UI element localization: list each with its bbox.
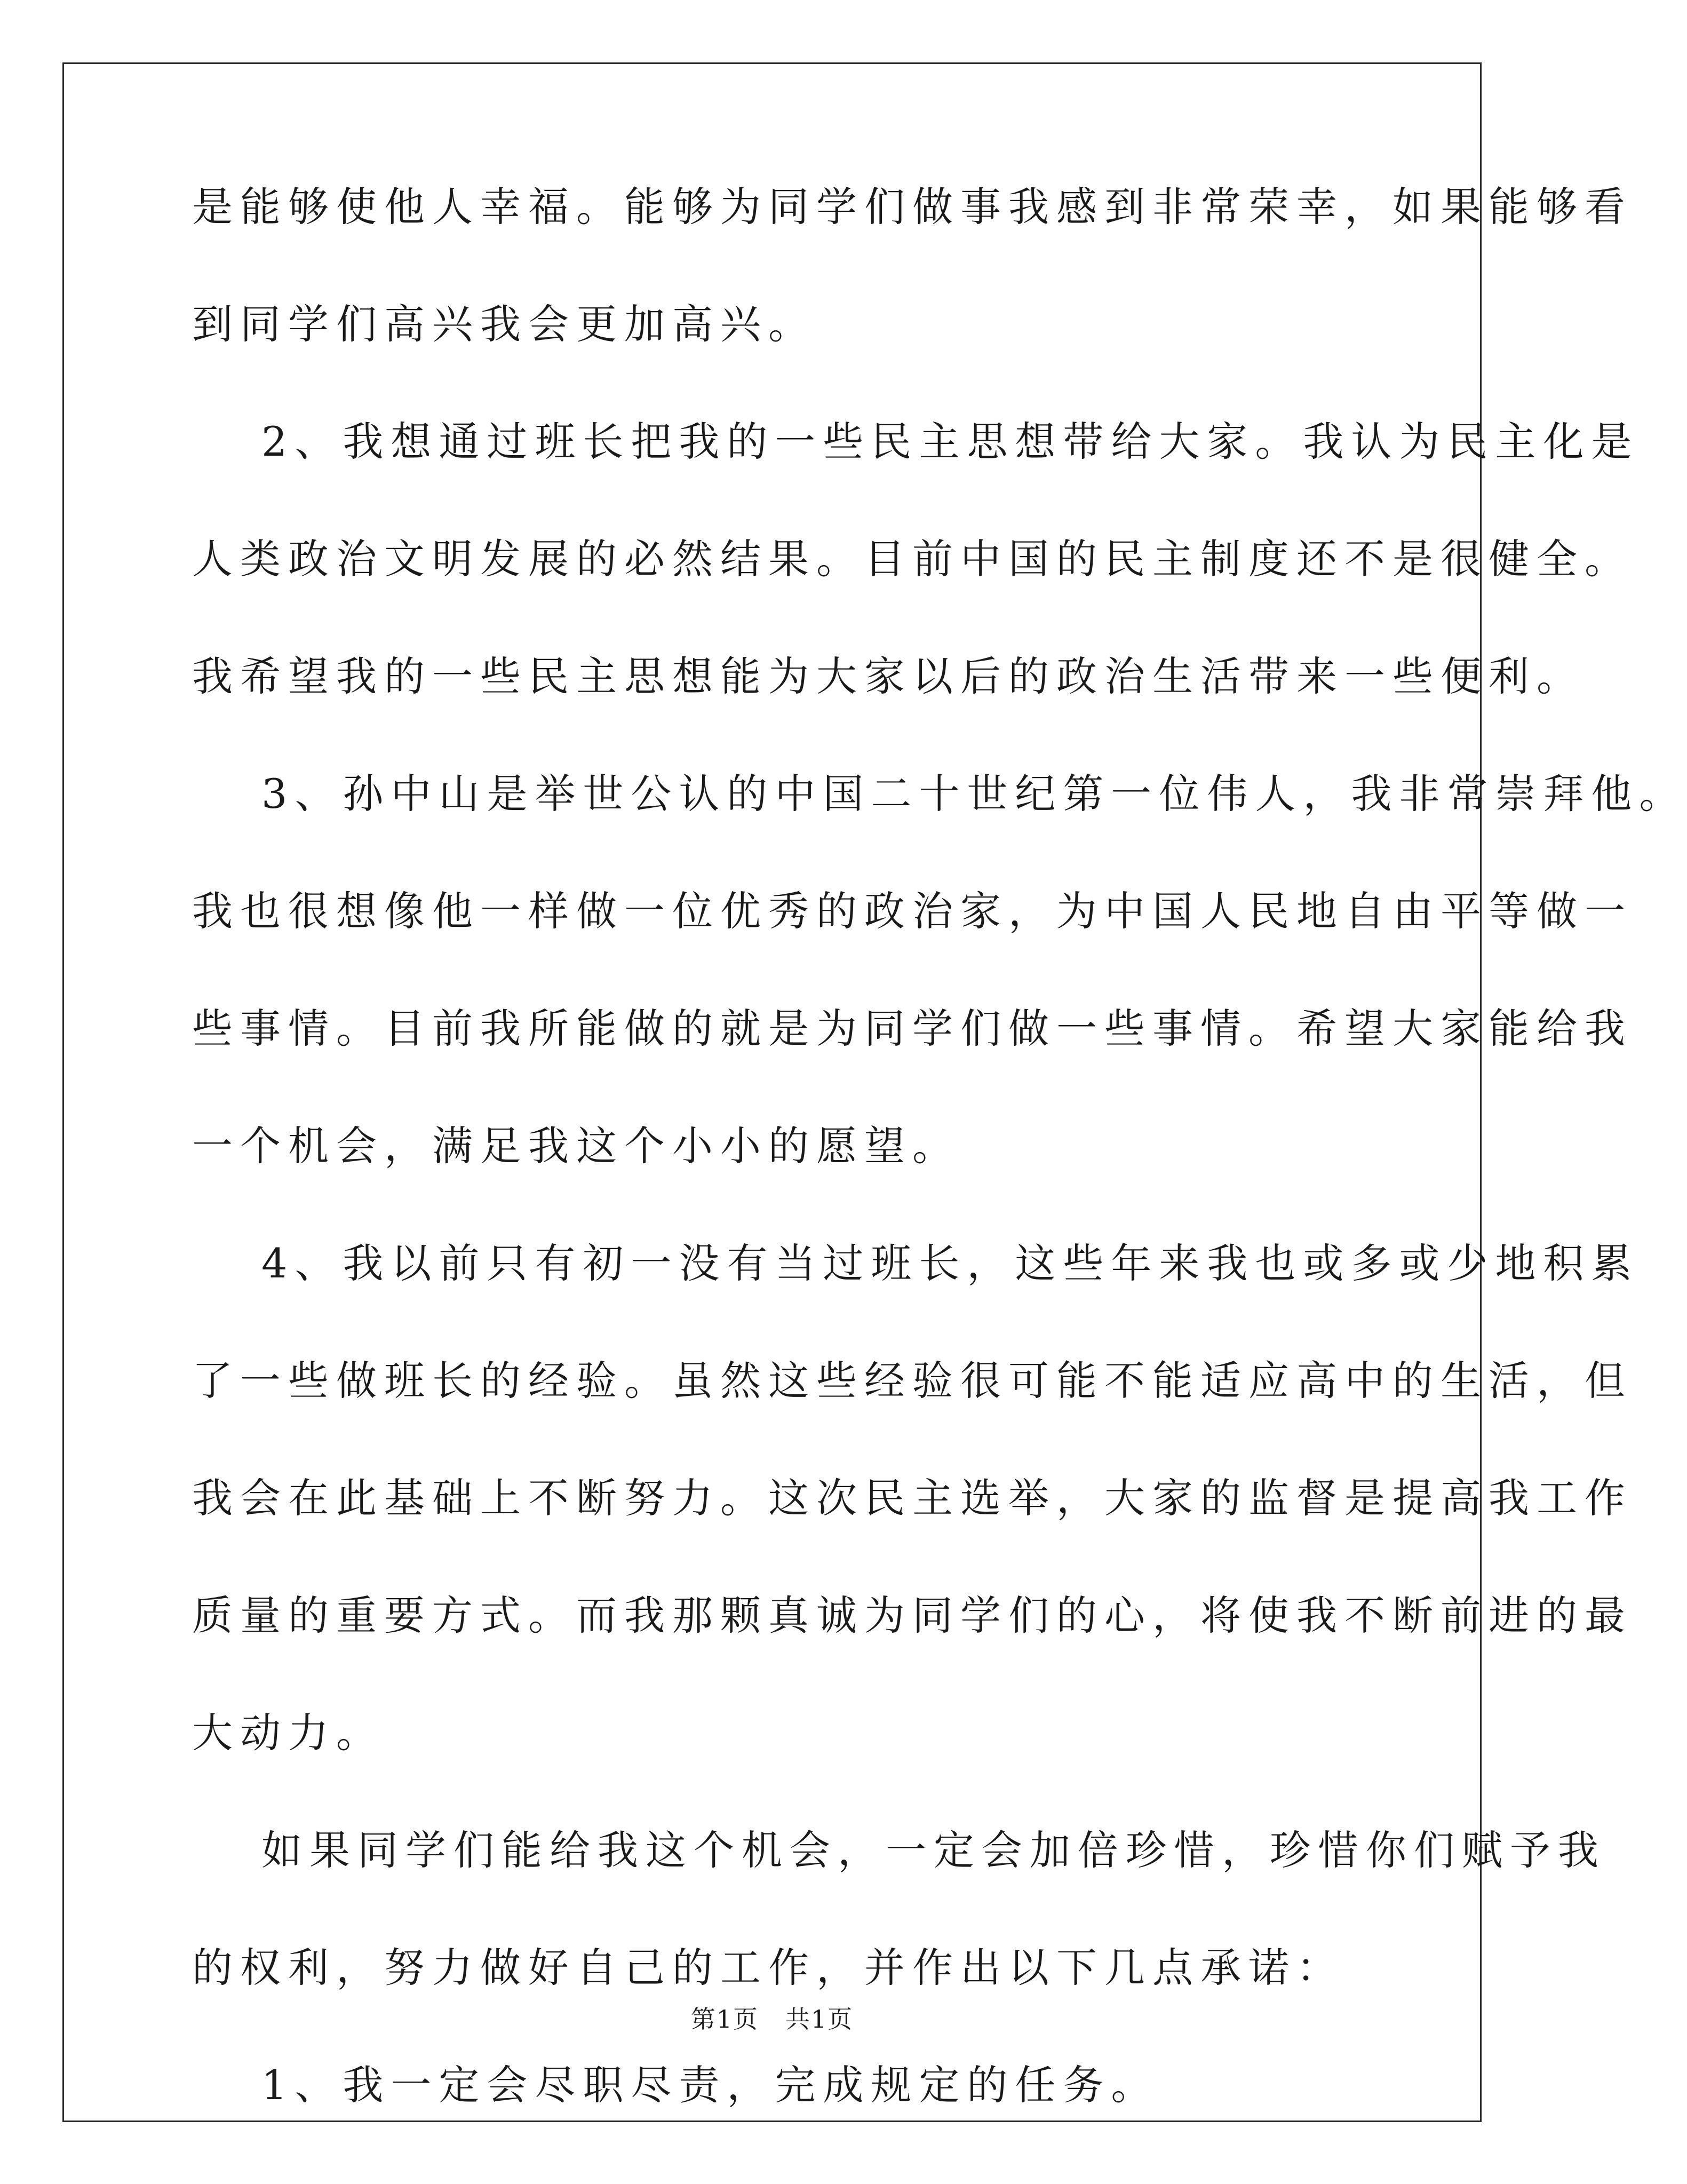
text-line: 如果同学们能给我这个机会，一定会加倍珍惜，珍惜你们赋予我 xyxy=(261,1826,1606,1874)
text-line: 到同学们高兴我会更加高兴。 xyxy=(192,300,816,348)
text-line: 了一些做班长的经验。虽然这些经验很可能不能适应高中的生活，但 xyxy=(192,1357,1633,1404)
text-line: 质量的重要方式。而我那颗真诚为同学们的心，将使我不断前进的最 xyxy=(192,1592,1633,1639)
text-line: 我希望我的一些民主思想能为大家以后的政治生活带来一些便利。 xyxy=(192,653,1585,700)
text-line: 些事情。目前我所能做的就是为同学们做一些事情。希望大家能给我 xyxy=(192,1005,1633,1052)
text-line: 一个机会，满足我这个小小的愿望。 xyxy=(192,1122,960,1170)
text-line: 2、我想通过班长把我的一些民主思想带给大家。我认为民主化是 xyxy=(261,418,1640,465)
text-line: 我也很想像他一样做一位优秀的政治家，为中国人民地自由平等做一 xyxy=(192,887,1633,935)
text-line: 我会在此基础上不断努力。这次民主选举，大家的监督是提高我工作 xyxy=(192,1474,1633,1522)
text-line: 的权利，努力做好自己的工作，并作出以下几点承诺： xyxy=(192,1944,1344,1991)
text-line: 人类政治文明发展的必然结果。目前中国的民主制度还不是很健全。 xyxy=(192,535,1633,583)
text-line: 是能够使他人幸福。能够为同学们做事我感到非常荣幸，如果能够看 xyxy=(192,183,1633,231)
text-line: 4、我以前只有初一没有当过班长，这些年来我也或多或少地积累 xyxy=(261,1240,1640,1287)
text-line: 1、我一定会尽职尽责，完成规定的任务。 xyxy=(261,2061,1159,2109)
text-line: 3、孙中山是举世公认的中国二十世纪第一位伟人，我非常崇拜他。 xyxy=(261,770,1687,817)
page-total: 共1页 xyxy=(785,2005,854,2034)
page-number: 第1页 xyxy=(690,2005,759,2034)
page-border xyxy=(62,62,1482,2122)
page-footer xyxy=(0,2004,1544,2034)
text-line: 大动力。 xyxy=(192,1709,384,1757)
